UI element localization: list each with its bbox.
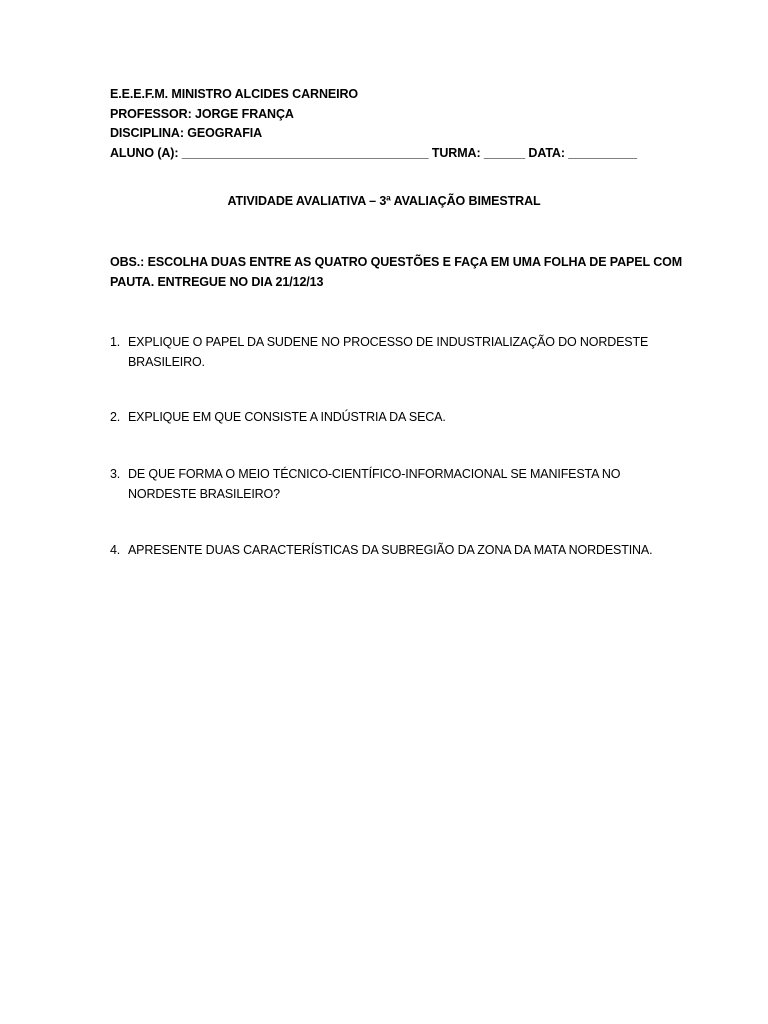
question-number: 1. <box>110 335 121 349</box>
question-text-line-2: BRASILEIRO. <box>128 354 205 369</box>
question-text-line-1: APRESENTE DUAS CARACTERÍSTICAS DA SUBREGIÃO DA ZONA DA MATA NORDESTINA. <box>128 543 653 557</box>
discipline-name: DISCIPLINA: GEOGRAFIA <box>110 126 263 140</box>
observation-line-1: OBS.: ESCOLHA DUAS ENTRE AS QUATRO QUESTÕES E FAÇA EM UMA FOLHA DE PAPEL COM <box>110 255 683 269</box>
document-title: ATIVIDADE AVALIATIVA – 3ª AVALIAÇÃO BIMESTRAL <box>227 194 541 208</box>
professor-name: PROFESSOR: JORGE FRANÇA <box>110 106 294 121</box>
student-info-line: ALUNO (A): ____________________________________ TURMA: ______ DATA: __________ <box>110 145 637 160</box>
school-name: E.E.E.F.M. MINISTRO ALCIDES CARNEIRO <box>110 87 359 101</box>
question-text-line-1: EXPLIQUE O PAPEL DA SUDENE NO PROCESSO DE INDUSTRIALIZAÇÃO DO NORDESTE <box>128 335 649 349</box>
question-text-line-1: DE QUE FORMA O MEIO TÉCNICO-CIENTÍFICO-INFORMACIONAL SE MANIFESTA NO <box>128 467 621 481</box>
question-text <box>128 465 648 504</box>
question-number: 3. <box>110 467 121 481</box>
question-text <box>128 541 653 561</box>
question-text <box>128 408 648 428</box>
question-number: 4. <box>110 543 121 557</box>
document-header <box>110 85 670 163</box>
question-number: 2. <box>110 410 121 424</box>
observation-line-2: PAUTA. ENTREGUE NO DIA 21/12/13 <box>110 274 324 289</box>
question-text <box>128 333 648 372</box>
observation-note <box>110 253 683 292</box>
question-text-line-1: EXPLIQUE EM QUE CONSISTE A INDÚSTRIA DA SECA. <box>128 410 446 424</box>
question-text-line-2: NORDESTE BRASILEIRO? <box>128 486 280 501</box>
